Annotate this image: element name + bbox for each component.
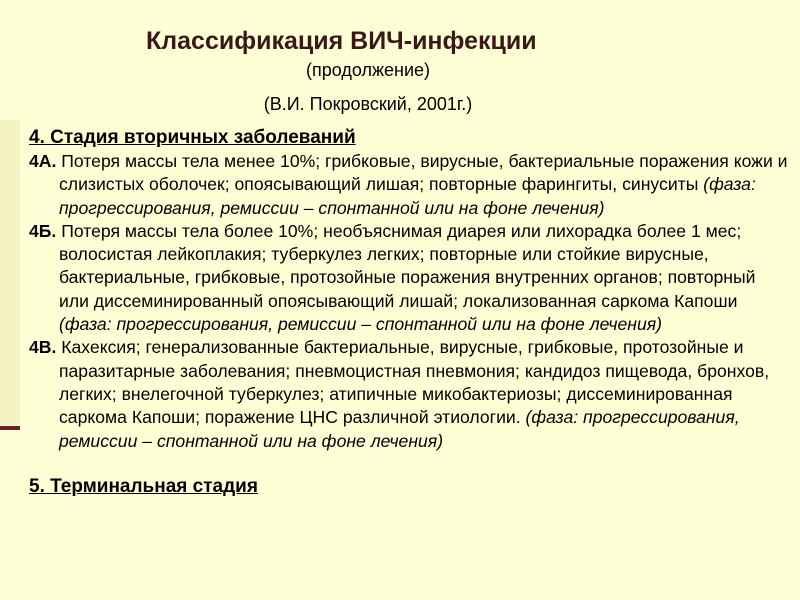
substage-4v: [29, 336, 789, 452]
substage-phase: (фаза: прогрессирования, ремиссии – спонтанной или на фоне лечения): [59, 407, 740, 451]
substage-code: 4В.: [29, 337, 57, 358]
substage-4b: [29, 220, 789, 336]
slide-content: [29, 126, 789, 499]
stage-5-heading: 5. Терминальная стадия: [29, 475, 258, 497]
substage-text: Кахексия; генерализованные бактериальные, вирусные, грибковые, протозойные и паразитарные заболевания; пневмоцистная пневмония; кандидоз пищевода, бронхов, легких; внелегочной туберкулез; атипичные микобактериозы; диссеминированная саркома Капоши; поражение ЦНС различной этиологии.: [56, 337, 770, 428]
substage-4a: [29, 150, 789, 220]
page-subtitle: (продолжение): [305, 60, 431, 80]
substage-text: Потеря массы тела менее 10%; грибковые, вирусные, бактериальные поражения кожи и слизистых оболочек; опоясывающий лишая; повторные фарингиты, синуситы: [56, 151, 788, 195]
substage-code: 4Б.: [29, 220, 57, 241]
substage-text: Потеря массы тела более 10%; необъяснимая диарея или лихорадка более 1 мес; волосистая лейкоплакия; туберкулез легких; повторные или стойкие вирусные, бактериальные, грибковые, протозойные поражения внутренних органов; повторный или диссеминированный опоясывающий лишай; локализованная саркома Капоши: [56, 220, 756, 311]
author-citation: (В.И. Покровский, 2001г.): [263, 94, 473, 114]
stage-4-heading: 4. Стадия вторичных заболеваний: [29, 127, 356, 148]
decorative-left-bar: [0, 120, 20, 425]
substage-code: 4А.: [29, 151, 57, 171]
decorative-left-line: [0, 426, 20, 430]
substage-phase: (фаза: прогрессирования, ремиссии – спонтанной или на фоне лечения): [59, 314, 663, 335]
page-title: Классификация ВИЧ-инфекции: [146, 27, 537, 55]
substage-phase: (фаза: прогрессирования, ремиссии – спонтанной или на фоне лечения): [59, 174, 756, 218]
